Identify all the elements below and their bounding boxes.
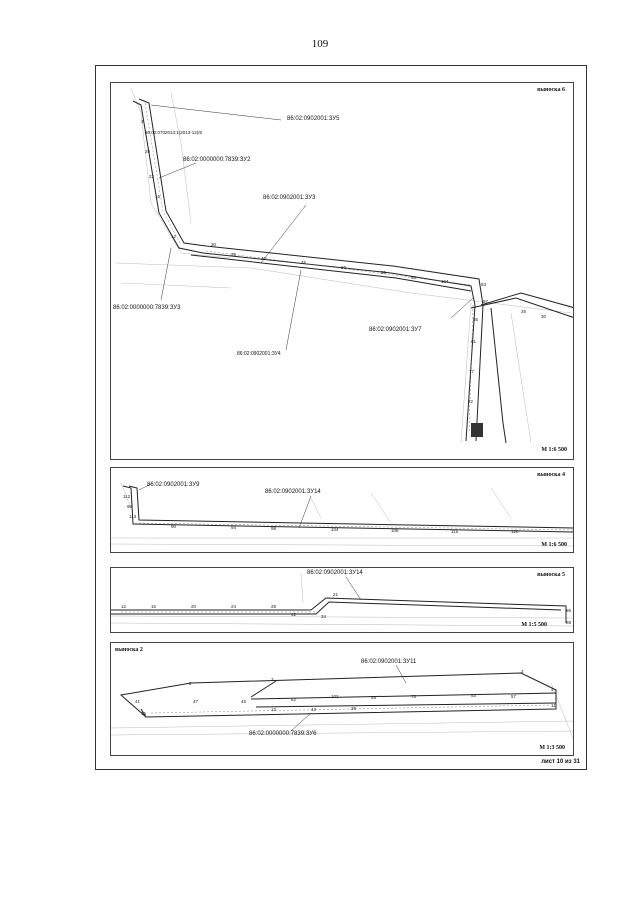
svg-text:30: 30 <box>211 242 217 247</box>
svg-text:57: 57 <box>511 694 517 699</box>
parcel-label-zu9: 86:02:0902001:ЗУ9 <box>147 482 200 488</box>
svg-text:40: 40 <box>261 256 267 261</box>
svg-text:28: 28 <box>271 604 277 609</box>
svg-text:21: 21 <box>333 592 339 597</box>
svg-text:45: 45 <box>241 699 247 704</box>
inset-panel-5 <box>110 567 574 633</box>
svg-text:63: 63 <box>411 275 417 280</box>
svg-text:81: 81 <box>471 339 477 344</box>
svg-text:42: 42 <box>291 612 297 617</box>
svg-text:43: 43 <box>311 707 317 712</box>
parcel-label-zu14: 86:02:0902001:ЗУ14 <box>265 489 321 495</box>
svg-text:4: 4 <box>141 119 144 124</box>
svg-text:16: 16 <box>151 604 157 609</box>
parcel-label-zu6: 86:02:0000000:7839:ЗУ6 <box>249 731 317 737</box>
inset-6-map <box>111 83 574 460</box>
svg-text:45: 45 <box>301 260 307 265</box>
inset-4-map <box>111 468 574 553</box>
svg-text:53: 53 <box>471 693 477 698</box>
inset-2-map <box>111 643 574 756</box>
inset-4-scale: М 1:6 500 <box>541 542 567 548</box>
svg-text:112: 112 <box>123 494 131 499</box>
svg-text:35: 35 <box>231 252 237 257</box>
inset-panel-6 <box>110 82 574 460</box>
svg-text:77: 77 <box>469 369 475 374</box>
inset-5-map <box>111 568 574 633</box>
svg-text:108: 108 <box>391 528 399 533</box>
svg-text:47: 47 <box>193 699 199 704</box>
inset-panel-4 <box>110 467 574 553</box>
svg-text:115: 115 <box>451 529 459 534</box>
svg-text:120: 120 <box>511 529 519 534</box>
svg-text:97: 97 <box>483 299 489 304</box>
page-number: 109 <box>311 38 329 50</box>
svg-text:11: 11 <box>551 703 556 708</box>
svg-text:62: 62 <box>291 697 297 702</box>
svg-text:98: 98 <box>271 526 277 531</box>
svg-text:30: 30 <box>541 314 547 319</box>
svg-text:16: 16 <box>155 194 161 199</box>
svg-text:29: 29 <box>145 149 151 154</box>
svg-text:50: 50 <box>341 265 347 270</box>
svg-text:39: 39 <box>351 706 357 711</box>
svg-text:58: 58 <box>371 695 377 700</box>
svg-text:102: 102 <box>331 694 339 699</box>
inset-5-scale: М 1:5 500 <box>521 622 547 628</box>
svg-text:96: 96 <box>127 504 133 509</box>
svg-text:124: 124 <box>441 279 449 284</box>
parcel-label-zu4: 86:02:0902001:ЗУ4 <box>237 351 281 357</box>
parcel-label-zu3-b: 86:02:0000000:7839:ЗУ3 <box>113 305 181 311</box>
inset-2-scale: М 1:3 500 <box>539 745 565 751</box>
svg-text:3: 3 <box>271 677 274 682</box>
svg-text:88: 88 <box>566 620 572 625</box>
inset-6-title: выноска 6 <box>537 87 565 93</box>
svg-text:83: 83 <box>481 282 487 287</box>
svg-text:20: 20 <box>191 604 197 609</box>
svg-text:90: 90 <box>171 524 177 529</box>
svg-text:2: 2 <box>189 681 192 686</box>
svg-text:3: 3 <box>521 669 524 674</box>
svg-text:86: 86 <box>566 608 572 613</box>
parcel-label-zu11: 86:02:0902001:ЗУ11 <box>361 659 417 665</box>
svg-text:113: 113 <box>129 514 137 519</box>
parcel-label-zu2: 86:02:0000000:7839:ЗУ2 <box>183 157 251 163</box>
svg-text:12: 12 <box>171 234 177 239</box>
svg-text:22: 22 <box>149 174 155 179</box>
parcel-label-zu7: 86:02:0902001:ЗУ7 <box>369 327 422 333</box>
svg-text:24: 24 <box>231 604 237 609</box>
sheet-frame <box>95 65 587 770</box>
svg-text:4: 4 <box>551 687 554 692</box>
sheet-number: лист 10 из 31 <box>541 759 580 765</box>
svg-text:12: 12 <box>271 707 277 712</box>
parcel-label-small: 86:02:0702013:1(2013-12)/6 <box>145 130 203 135</box>
svg-text:34: 34 <box>321 614 327 619</box>
svg-text:12: 12 <box>121 604 127 609</box>
svg-text:55: 55 <box>381 270 387 275</box>
svg-text:85: 85 <box>473 317 479 322</box>
svg-text:41: 41 <box>135 699 141 704</box>
svg-text:75: 75 <box>411 694 417 699</box>
parcel-label-zu14-b: 86:02:0902001:ЗУ14 <box>307 570 363 576</box>
svg-text:72: 72 <box>468 399 474 404</box>
svg-text:94: 94 <box>231 525 237 530</box>
inset-2-title: выноска 2 <box>115 647 143 653</box>
svg-text:104: 104 <box>331 527 339 532</box>
inset-6-scale: М 1:6 500 <box>541 447 567 453</box>
inset-4-title: выноска 4 <box>537 472 565 478</box>
svg-text:16: 16 <box>141 711 147 716</box>
parcel-label-zu5: 86:02:0902001:ЗУ5 <box>287 116 340 122</box>
inset-panel-2 <box>110 642 574 756</box>
inset-5-title: выноска 5 <box>537 572 565 578</box>
svg-text:26: 26 <box>521 309 527 314</box>
parcel-label-zu3-a: 86:02:0902001:ЗУ3 <box>263 195 316 201</box>
